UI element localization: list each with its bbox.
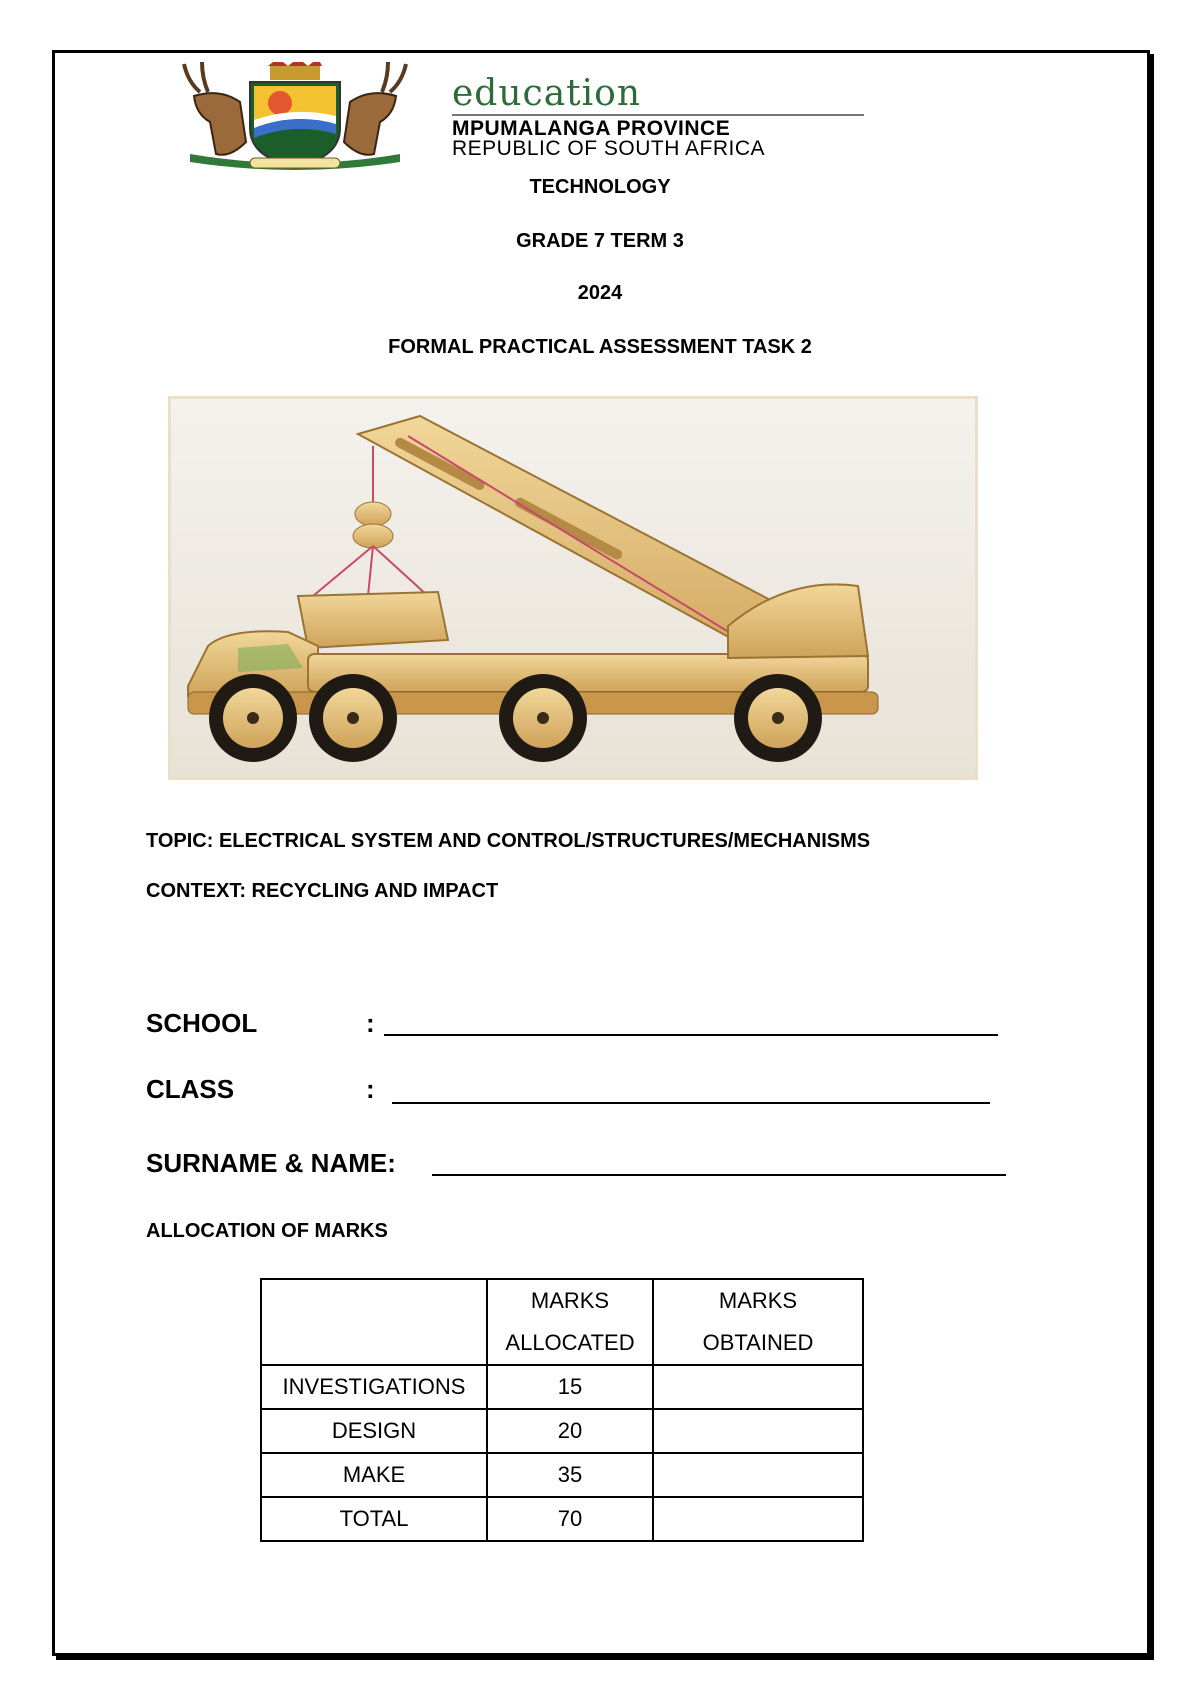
header-empty-cell <box>261 1279 487 1365</box>
year: 2024 <box>577 282 623 304</box>
table-row <box>261 1409 863 1453</box>
task-title: FORMAL PRACTICAL ASSESSMENT TASK 2 <box>388 336 812 358</box>
class-colon: : <box>366 1074 375 1104</box>
grade-term: GRADE 7 TERM 3 <box>516 230 684 252</box>
row-obtained[interactable] <box>653 1409 863 1453</box>
country-name: REPUBLIC OF SOUTH AFRICA <box>452 137 766 160</box>
row-allocated: 15 <box>487 1365 653 1409</box>
row-obtained[interactable] <box>653 1497 863 1541</box>
school-colon: : <box>366 1008 375 1038</box>
header-text: ALLOCATED <box>505 1330 635 1355</box>
row-allocated: 20 <box>487 1409 653 1453</box>
row-label: TOTAL <box>261 1497 487 1541</box>
row-label: MAKE <box>261 1453 487 1497</box>
header-text: OBTAINED <box>702 1330 814 1355</box>
table-row <box>261 1365 863 1409</box>
row-label: DESIGN <box>261 1409 487 1453</box>
header-text: MARKS <box>718 1288 798 1313</box>
row-label: INVESTIGATIONS <box>261 1365 487 1409</box>
header-marks-obtained <box>653 1279 863 1365</box>
logo-word: education <box>452 73 641 114</box>
table-row <box>261 1453 863 1497</box>
wooden-toy-crane-truck-icon <box>168 396 978 780</box>
name-input-line[interactable] <box>432 1174 1006 1176</box>
name-label: SURNAME & NAME: <box>146 1148 396 1178</box>
allocation-heading: ALLOCATION OF MARKS <box>146 1220 388 1242</box>
row-obtained[interactable] <box>653 1453 863 1497</box>
row-obtained[interactable] <box>653 1365 863 1409</box>
school-label: SCHOOL <box>146 1008 258 1038</box>
class-label: CLASS <box>146 1074 235 1104</box>
class-input-line[interactable] <box>392 1102 990 1104</box>
context: CONTEXT: RECYCLING AND IMPACT <box>146 880 499 902</box>
row-allocated: 35 <box>487 1453 653 1497</box>
marks-table <box>260 1278 864 1542</box>
header-text: MARKS <box>530 1288 610 1313</box>
logo-text-block <box>452 73 864 160</box>
school-input-line[interactable] <box>384 1034 998 1036</box>
subject-title: TECHNOLOGY <box>529 176 671 198</box>
province-name: MPUMALANGA PROVINCE <box>452 117 731 140</box>
table-header-row <box>261 1279 863 1365</box>
row-allocated: 70 <box>487 1497 653 1541</box>
logo-rule <box>452 114 864 116</box>
topic: TOPIC: ELECTRICAL SYSTEM AND CONTROL/STRUCTURES/MECHANISMS <box>146 830 871 852</box>
header-marks-allocated <box>487 1279 653 1365</box>
table-row <box>261 1497 863 1541</box>
